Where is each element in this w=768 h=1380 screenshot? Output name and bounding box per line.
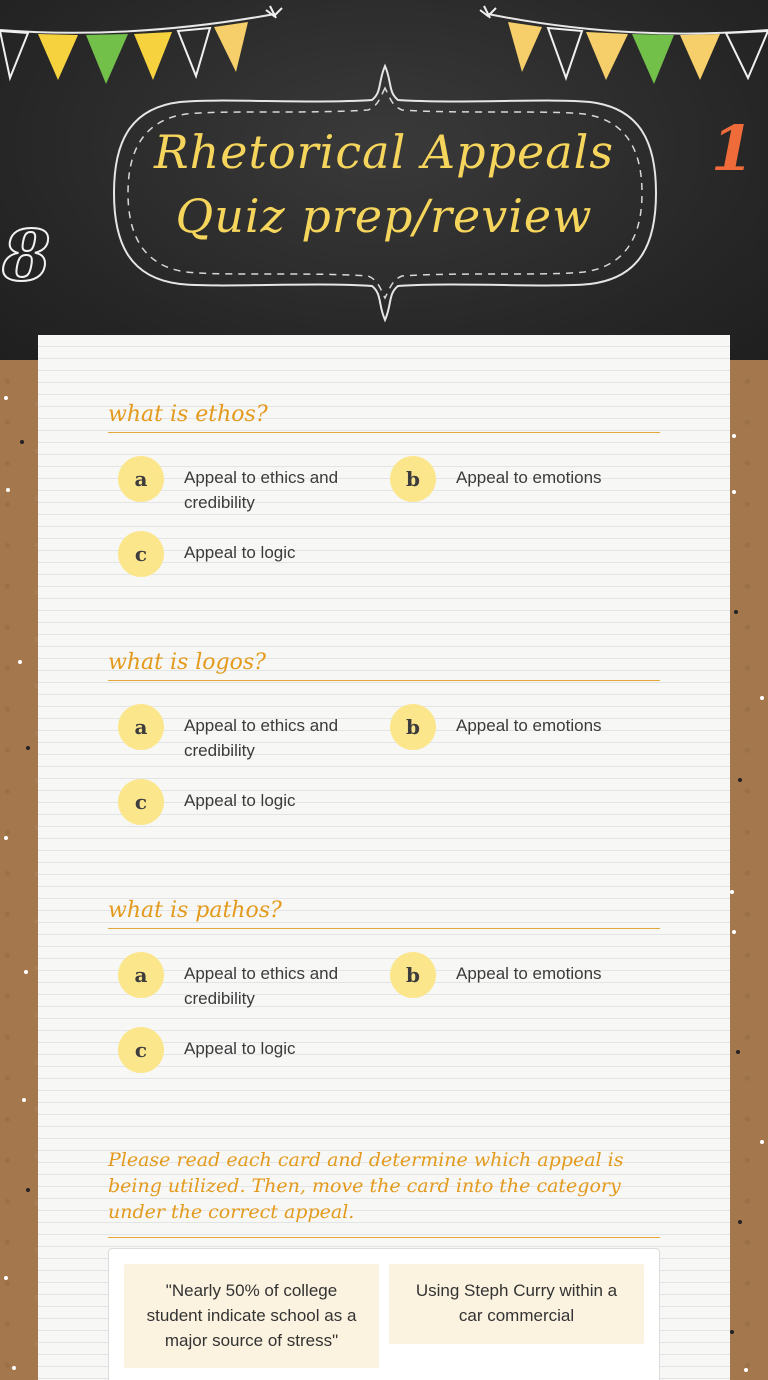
cork-dot: [738, 778, 742, 782]
page-title: [120, 120, 648, 248]
cork-dot: [736, 1050, 740, 1054]
cork-dot: [732, 930, 736, 934]
cork-dot: [26, 746, 30, 750]
option-letter-badge: a: [118, 456, 164, 502]
question-prompt: what is logos?: [108, 645, 660, 681]
option-label: Appeal to emotions: [456, 716, 602, 735]
worksheet-paper: [38, 335, 730, 1380]
chalk-number-8: 8: [2, 214, 51, 297]
option-letter-badge: c: [118, 1027, 164, 1073]
answer-option-a[interactable]: [118, 704, 364, 763]
sorting-instructions: Please read each card and determine which appeal is being utilized. Then, move the card into the category under the correct appeal.: [108, 1147, 660, 1238]
page-title-line-2: Quiz prep/review: [175, 189, 593, 243]
cork-dot: [6, 488, 10, 492]
cork-dot: [24, 970, 28, 974]
option-label: Appeal to ethics and credibility: [184, 716, 339, 760]
question-ethos: [108, 397, 660, 566]
option-letter-badge: a: [118, 952, 164, 998]
answer-option-c[interactable]: [118, 1027, 364, 1073]
cork-dot: [738, 1220, 742, 1224]
chalkboard-header: [0, 0, 768, 360]
answer-option-a[interactable]: [118, 456, 364, 515]
answer-option-a[interactable]: [118, 952, 364, 1011]
option-label: Appeal to emotions: [456, 468, 602, 487]
question-prompt: what is ethos?: [108, 397, 660, 433]
answer-option-c[interactable]: [118, 531, 364, 577]
draggable-card[interactable]: "Nearly 50% of college student indicate school as a major source of stress": [124, 1264, 379, 1368]
cork-dot: [12, 1366, 16, 1370]
cork-dot: [732, 434, 736, 438]
question-pathos: [108, 893, 660, 1062]
option-label: Appeal to emotions: [456, 964, 602, 983]
cork-dot: [744, 1368, 748, 1372]
cork-dot: [20, 440, 24, 444]
answer-option-c[interactable]: [118, 779, 364, 825]
option-letter-badge: b: [390, 952, 436, 998]
question-logos: [108, 645, 660, 814]
card-sort-area: [108, 1248, 660, 1380]
option-label: Appeal to logic: [184, 1039, 296, 1058]
cork-dot: [730, 890, 734, 894]
question-prompt: what is pathos?: [108, 893, 660, 929]
cork-dot: [4, 836, 8, 840]
option-label: Appeal to logic: [184, 791, 296, 810]
cork-dot: [734, 610, 738, 614]
option-label: Appeal to ethics and credibility: [184, 964, 339, 1008]
cork-dot: [4, 1276, 8, 1280]
cork-dot: [730, 1330, 734, 1334]
option-letter-badge: a: [118, 704, 164, 750]
option-letter-badge: c: [118, 531, 164, 577]
cork-dot: [26, 1188, 30, 1192]
chalk-number-1: 1: [710, 112, 754, 185]
answer-option-b[interactable]: [390, 952, 636, 998]
draggable-card[interactable]: Using Steph Curry within a car commercial: [389, 1264, 644, 1344]
option-label: Appeal to ethics and credibility: [184, 468, 339, 512]
cork-dot: [732, 490, 736, 494]
answer-option-b[interactable]: [390, 704, 636, 750]
cork-dot: [760, 1140, 764, 1144]
answer-option-b[interactable]: [390, 456, 636, 502]
page-title-line-1: Rhetorical Appeals: [154, 125, 614, 179]
option-letter-badge: c: [118, 779, 164, 825]
cork-dot: [4, 396, 8, 400]
cork-dot: [760, 696, 764, 700]
option-letter-badge: b: [390, 456, 436, 502]
cork-dot: [18, 660, 22, 664]
option-label: Appeal to logic: [184, 543, 296, 562]
option-letter-badge: b: [390, 704, 436, 750]
cork-dot: [22, 1098, 26, 1102]
